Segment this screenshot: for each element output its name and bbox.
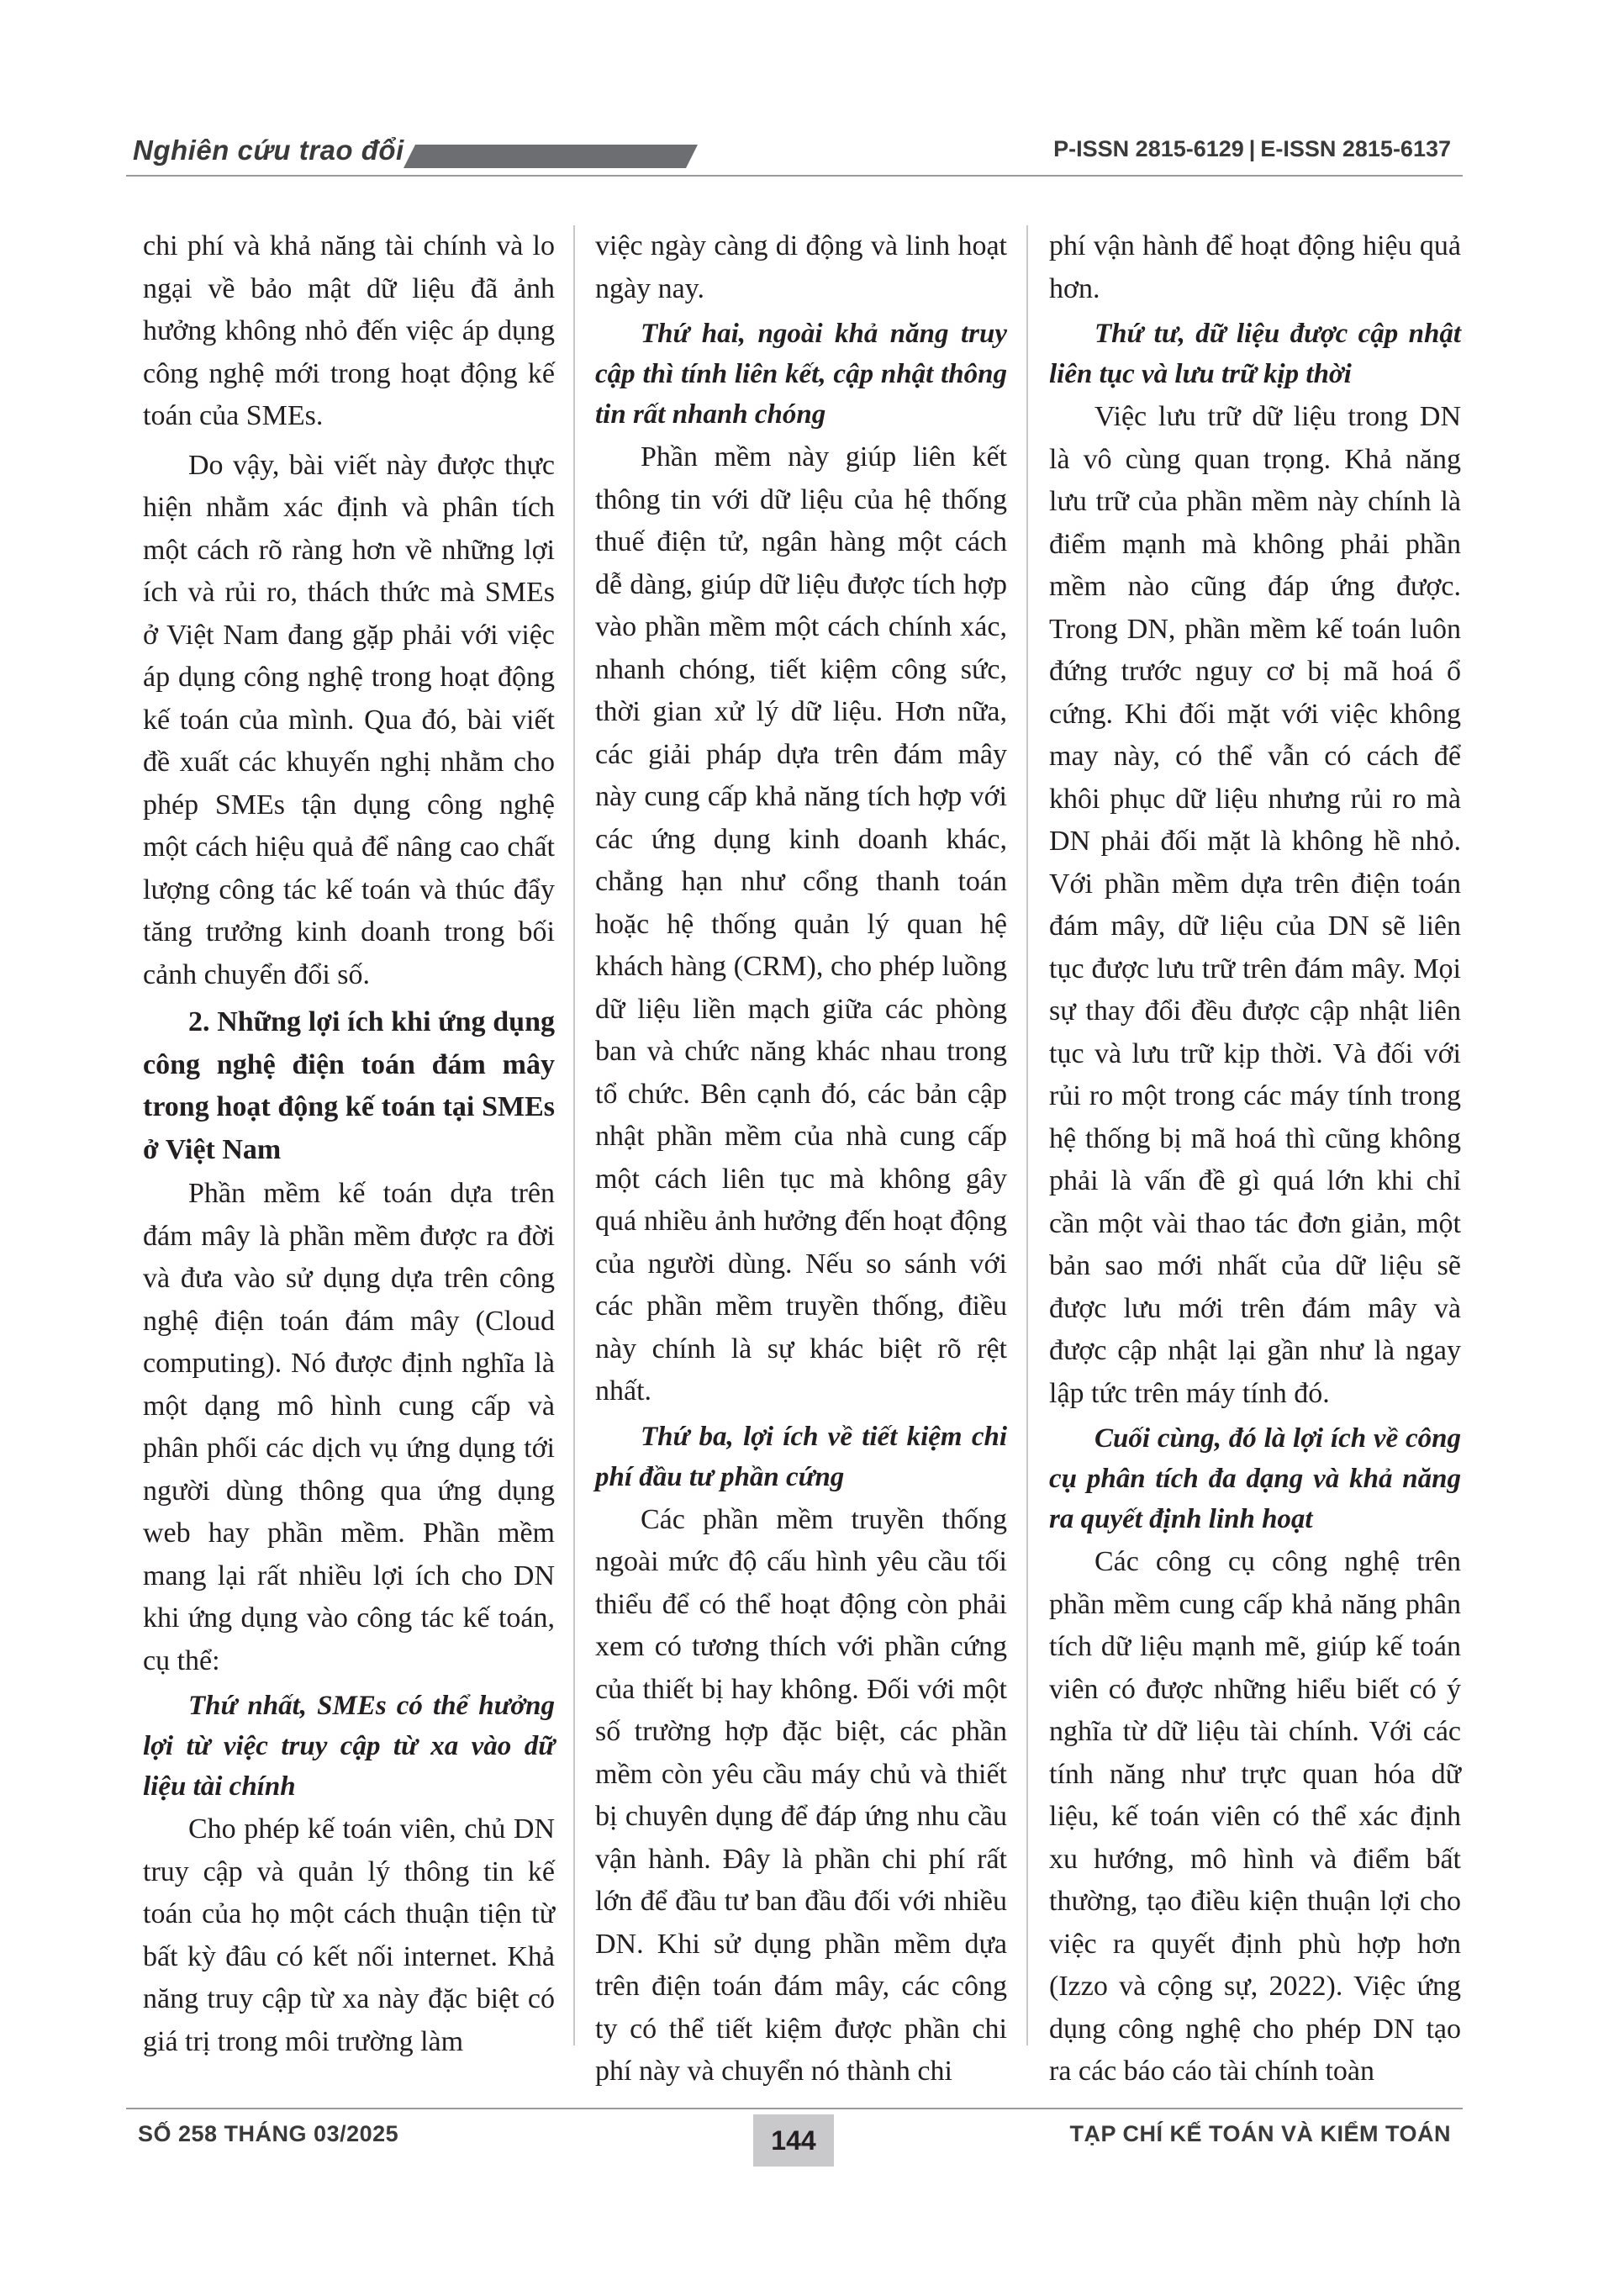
paragraph: Các phần mềm truyền thống ngoài mức độ cấu hình yêu cầu tối thiểu để có thể hoạt động còn phải xem có tương thích với phần cứng của thiết bị hay không. Đối với một số trường hợp đặc biệt, các phần mềm còn yêu cầu máy chủ và thiết bị chuyên dụng để đáp ứng nhu cầu vận hành. Đây là phần chi phí rất lớn để đầu tư ban đầu đối với nhiều DN. Khi sử dụng phần mềm dựa trên điện toán đám mây, các công ty có thể tiết kiệm được phần chi phí này và chuyển nó thành chi	[595, 1503, 1007, 2087]
paragraph: Do vậy, bài viết này được thực hiện nhằm xác định và phân tích một cách rõ ràng hơn về những lợi ích và rủi ro, thách thức mà SMEs ở Việt Nam đang gặp phải với việc áp dụng công nghệ trong hoạt động kế toán của mình. Qua đó, bài viết đề xuất các khuyến nghị nhằm cho phép SMEs tận dụng công nghệ một cách hiệu quả để nâng cao chất lượng công tác kế toán và thúc đẩy tăng trưởng kinh doanh trong bối cảnh chuyển đổi số.	[143, 449, 555, 990]
subheading: Cuối cùng, đó là lợi ích về công cụ phân tích đa dạng và khả năng ra quyết định linh hoạt	[1049, 1423, 1461, 1534]
issn-separator: |	[1248, 136, 1256, 161]
subheading: Thứ tư, dữ liệu được cập nhật liên tục và lưu trữ kịp thời	[1049, 319, 1461, 389]
running-header	[126, 133, 1463, 178]
paragraph-continued: phí vận hành để hoạt động hiệu quả hơn.	[1049, 230, 1461, 304]
column-divider	[1026, 225, 1028, 2045]
paragraph: Cho phép kế toán viên, chủ DN truy cập và quản lý thông tin kế toán của họ một cách thuận tiện từ bất kỳ đâu có kết nối internet. Khả năng truy cập từ xa này đặc biệt có giá trị trong môi trường làm	[143, 1813, 555, 2057]
header-rule	[126, 175, 1463, 177]
footer-rule	[126, 2108, 1463, 2109]
paragraph: Các công cụ công nghệ trên phần mềm cung cấp khả năng phân tích dữ liệu mạnh mẽ, giúp kế toán viên có được những hiểu biết có ý nghĩa từ dữ liệu tài chính. Với các tính năng như trực quan hóa dữ liệu, kế toán viên có thể xác định xu hướng, mô hình và điểm bất thường, tạo điều kiện thuận lợi cho việc ra quyết định phù hợp hơn (Izzo và cộng sự, 2022). Việc ứng dụng công nghệ cho phép DN tạo ra các báo cáo tài chính toàn	[1049, 1546, 1461, 2087]
page-number: 144	[753, 2114, 834, 2167]
paragraph: Phần mềm kế toán dựa trên đám mây là phần mềm được ra đời và đưa vào sử dụng dựa trên công nghệ điện toán đám mây (Cloud computing). Nó được định nghĩa là một dạng mô hình cung cấp và phân phối các dịch vụ ứng dụng tới người dùng thông qua ứng dụng web hay phần mềm. Phần mềm mang lại rất nhiều lợi ích cho DN khi ứng dụng vào công tác kế toán, cụ thể:	[143, 1178, 555, 1676]
paragraph-continued: chi phí và khả năng tài chính và lo ngại về bảo mật dữ liệu đã ảnh hưởng không nhỏ đến việc áp dụng công nghệ mới trong hoạt động kế toán của SMEs.	[143, 230, 555, 431]
column-2	[595, 225, 1007, 2087]
issue-label: SỐ 258 THÁNG 03/2025	[138, 2121, 399, 2146]
subheading: Thứ ba, lợi ích về tiết kiệm chi phí đầu tư phần cứng	[595, 1421, 1007, 1492]
paragraph: Việc lưu trữ dữ liệu trong DN là vô cùng quan trọng. Khả năng lưu trữ của phần mềm này chính là điểm mạnh mà không phải phần mềm nào cũng đáp ứng được. Trong DN, phần mềm kế toán luôn đứng trước nguy cơ bị mã hoá ổ cứng. Khi đối mặt với việc không may này, có thể vẫn có cách để khôi phục dữ liệu nhưng rủi ro mà DN phải đối mặt là không hề nhỏ. Với phần mềm dựa trên điện toán đám mây, dữ liệu của DN sẽ liên tục được lưu trữ trên đám mây. Mọi sự thay đổi đều được cập nhật liên tục và lưu trữ kịp thời. Và đối với rủi ro một trong các máy tính trong hệ thống bị mã hoá thì cũng không phải là vấn đề gì quá lớn khi chỉ cần một vài thao tác đơn giản, một bản sao mới nhất của dữ liệu sẽ được lưu mới trên đám mây và được cập nhật lại gần như là ngay lập tức trên máy tính đó.	[1049, 401, 1461, 1409]
section-heading: 2. Những lợi ích khi ứng dụng công nghệ điện toán đám mây trong hoạt động kế toán tại SMEs ở Việt Nam	[143, 1006, 555, 1165]
article-body	[134, 225, 1469, 2087]
subheading: Thứ nhất, SMEs có thể hưởng lợi từ việc truy cập từ xa vào dữ liệu tài chính	[143, 1691, 555, 1802]
column-3	[1049, 225, 1461, 2087]
paragraph: Phần mềm này giúp liên kết thông tin với dữ liệu của hệ thống thuế điện tử, ngân hàng một cách dễ dàng, giúp dữ liệu được tích hợp vào phần mềm một cách chính xác, nhanh chóng, tiết kiệm công sức, thời gian xử lý dữ liệu. Hơn nữa, các giải pháp dựa trên đám mây này cung cấp khả năng tích hợp với các ứng dụng kinh doanh khác, chẳng hạn như cổng thanh toán hoặc hệ thống quản lý quan hệ khách hàng (CRM), cho phép luồng dữ liệu liền mạch giữa các phòng ban và chức năng khác nhau trong tổ chức. Bên cạnh đó, các bản cập nhật phần mềm của nhà cung cấp một cách liên tục mà không gây quá nhiều ảnh hưởng đến hoạt động của người dùng. Nếu so sánh với các phần mềm truyền thống, điều này chính là sự khác biệt rõ rệt nhất.	[595, 441, 1007, 1407]
subheading: Thứ hai, ngoài khả năng truy cập thì tính liên kết, cập nhật thông tin rất nhanh chóng	[595, 319, 1007, 430]
paragraph-continued: việc ngày càng di động và linh hoạt ngày nay.	[595, 230, 1007, 304]
header-decorative-bar	[404, 145, 698, 168]
issn-line	[1053, 136, 1451, 162]
column-1	[143, 225, 555, 2058]
running-footer	[126, 2114, 1463, 2173]
issn-print: P-ISSN 2815-6129	[1053, 136, 1244, 161]
column-divider	[573, 225, 575, 2045]
issn-electronic: E-ISSN 2815-6137	[1260, 136, 1451, 161]
journal-name: TẠP CHÍ KẾ TOÁN VÀ KIỂM TOÁN	[1069, 2121, 1451, 2146]
section-label: Nghiên cứu trao đổi	[133, 135, 404, 166]
